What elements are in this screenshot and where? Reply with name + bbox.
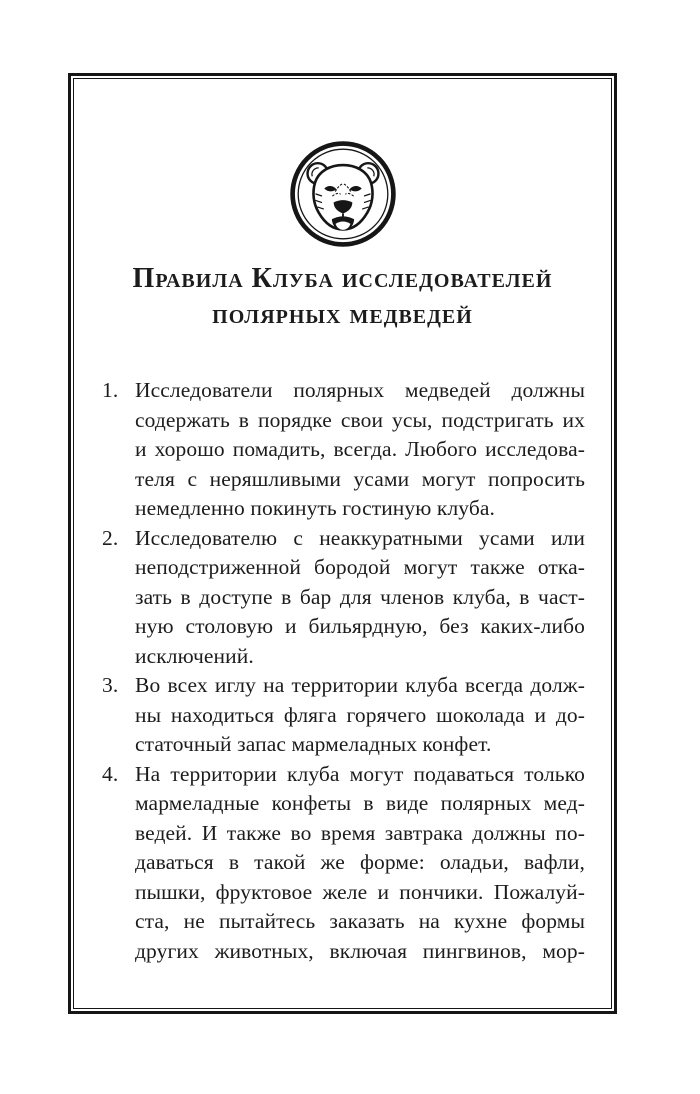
rule-item — [100, 524, 585, 672]
rule-text-line: и хорошо помадить, всегда. Любого исследова- — [135, 437, 585, 461]
page-title — [74, 261, 611, 333]
rule-number: 3. — [102, 673, 119, 697]
rule-text-line: ную столовую и бильярдную, без каких-либо — [135, 614, 585, 638]
rule-number: 1. — [102, 378, 119, 402]
rule-text-line: пышки, фруктовое желе и пончики. Пожалуй- — [135, 879, 585, 904]
rule-text-line: Исследователю с неаккуратными усами или — [135, 525, 585, 550]
rule-text-line: других животных, включая пингвинов, мор- — [135, 938, 585, 963]
rule-text-line: неподстриженной бородой могут также отка- — [135, 555, 585, 579]
rule-text-line: мармеладные конфеты в виде полярных мед- — [135, 791, 585, 815]
rule-text-line: ны находиться фляга горячего шоколада и до- — [135, 702, 585, 727]
rule-text-line: Во всех иглу на территории клуба всегда долж- — [135, 673, 585, 697]
rule-number: 2. — [102, 525, 119, 550]
rule-text-line: ста, не пытайтесь заказать на кухне формы — [135, 909, 585, 933]
rule-item — [100, 671, 585, 760]
rule-number: 4. — [102, 761, 119, 786]
rule-text-line: немедленно покинуть гостиную клуба. — [135, 496, 496, 520]
rule-text-line: теля с неряшливыми усами могут попросить — [135, 466, 585, 491]
rules-list — [74, 376, 611, 966]
page-title-line-2: полярных медведей — [212, 299, 473, 330]
polar-bear-icon — [287, 138, 399, 250]
rule-text-line: На территории клуба могут подаваться только — [135, 761, 585, 786]
rule-text-line: Исследователи полярных медведей должны — [135, 378, 585, 402]
rule-text-line: статочный запас мармеладных конфет. — [135, 732, 492, 756]
page-border-frame — [68, 73, 617, 1014]
club-emblem — [287, 138, 399, 250]
rule-text-line: содержать в порядке свои усы, подстригать их — [135, 407, 585, 432]
page-border-inner-rule — [73, 78, 612, 1009]
rule-item — [100, 376, 585, 524]
rule-text-line: даваться в такой же форме: оладьи, вафли, — [135, 850, 585, 874]
rule-text-line: исключений. — [135, 643, 254, 668]
rule-text-line: зать в доступе в бар для членов клуба, в част- — [135, 584, 585, 609]
rule-item — [100, 760, 585, 967]
rule-text-line: ведей. И также во время завтрака должны по- — [135, 820, 585, 845]
page-title-line-1: Правила Клуба исследователей — [132, 263, 553, 294]
